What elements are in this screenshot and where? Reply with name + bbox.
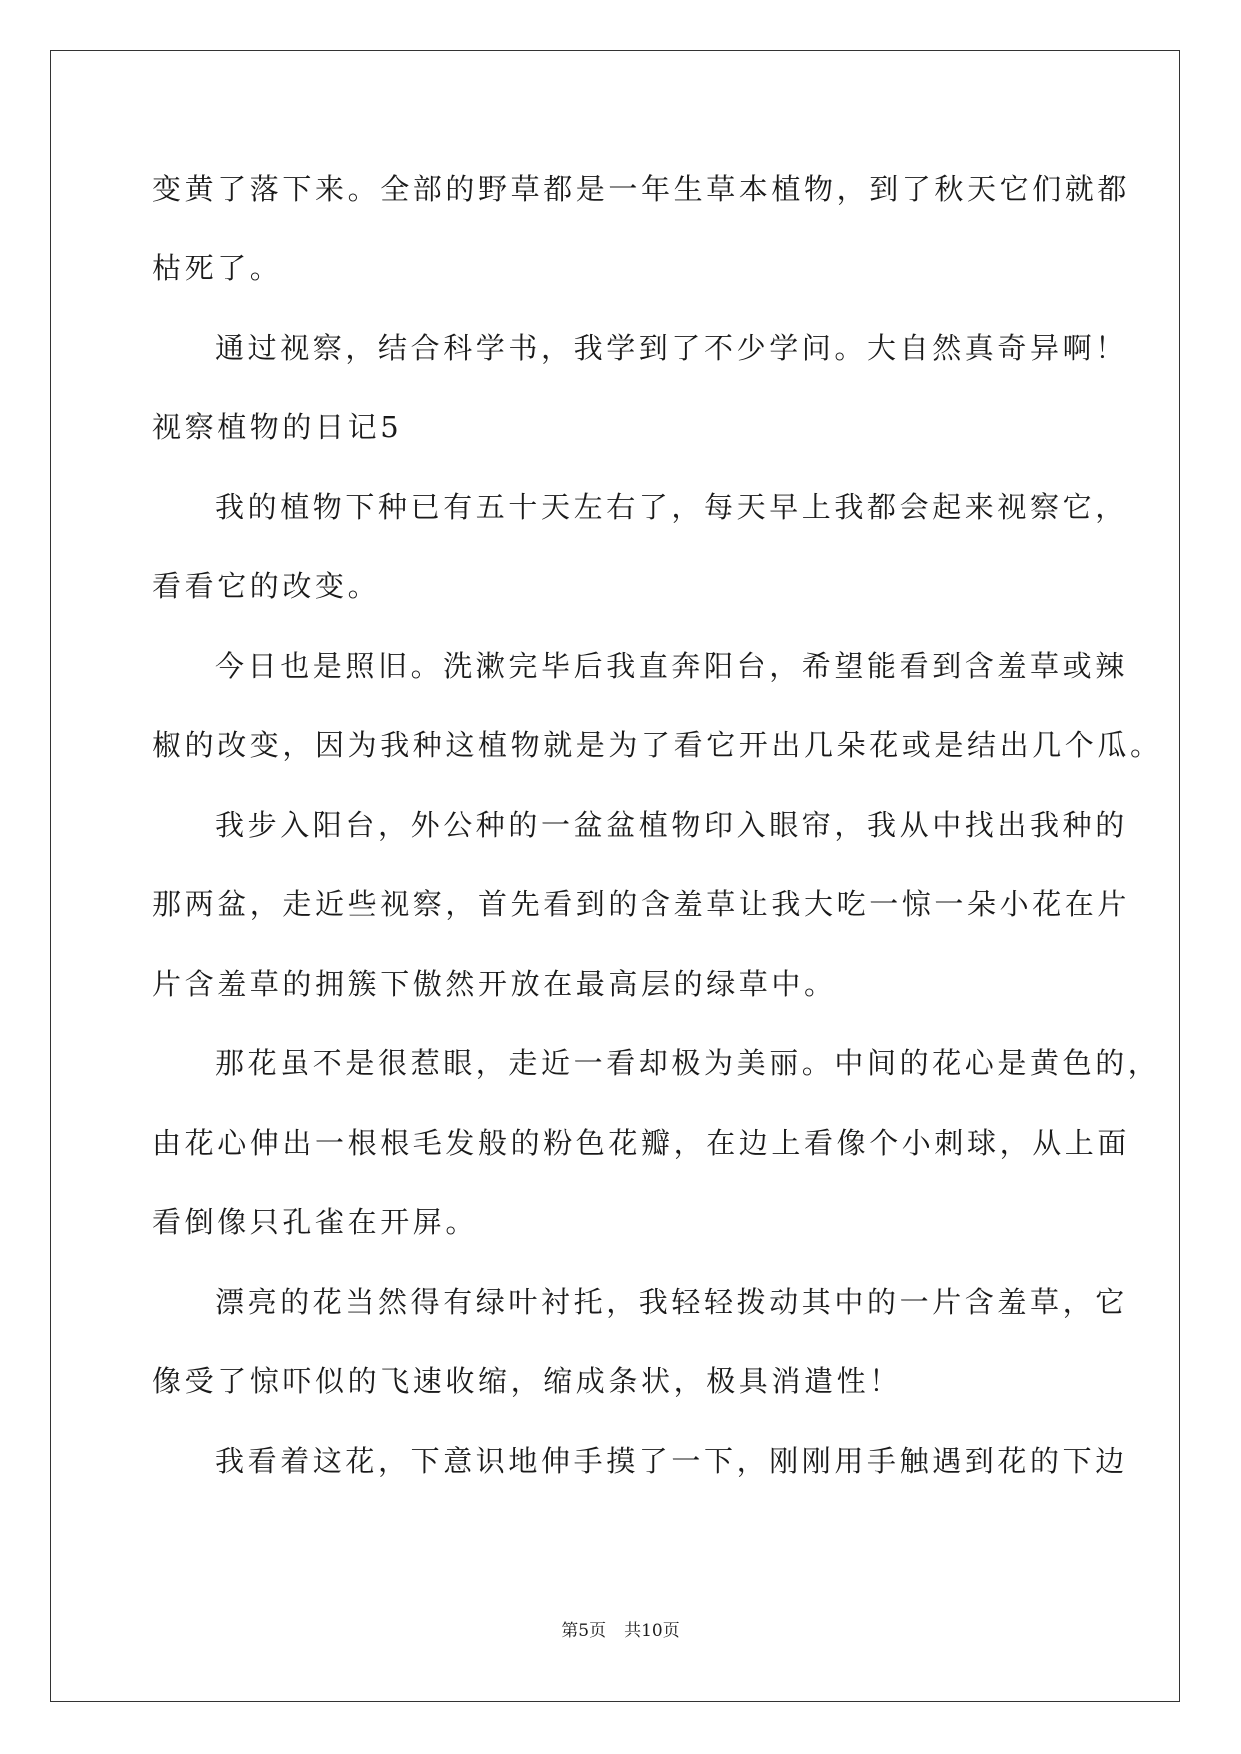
text-line: 今日也是照旧。洗漱完毕后我直奔阳台，希望能看到含羞草或辣 xyxy=(215,649,1128,683)
page-number: 第5页 xyxy=(561,1621,607,1641)
text-line: 我步入阳台，外公种的一盆盆植物印入眼帘，我从中找出我种的 xyxy=(215,808,1128,842)
text-line: 那两盆，走近些视察，首先看到的含羞草让我大吃一惊一朵小花在片 xyxy=(152,887,1131,921)
text-line: 通过视察，结合科学书，我学到了不少学问。大自然真奇异啊！ xyxy=(215,331,1128,365)
text-line: 漂亮的花当然得有绿叶衬托，我轻轻拨动其中的一片含羞草，它 xyxy=(215,1285,1128,1319)
text-line: 变黄了落下来。全部的野草都是一年生草本植物，到了秋天它们就都 xyxy=(152,172,1131,206)
page-total: 共10页 xyxy=(624,1621,680,1641)
text-line: 看倒像只孔雀在开屏。 xyxy=(152,1205,479,1239)
text-line: 椒的改变，因为我种这植物就是为了看它开出几朵花或是结出几个瓜。 xyxy=(152,728,1163,762)
text-line: 枯死了。 xyxy=(152,251,283,285)
text-line: 我看着这花，下意识地伸手摸了一下，刚刚用手触遇到花的下边 xyxy=(215,1444,1128,1478)
text-line: 看看它的改变。 xyxy=(152,569,381,603)
text-line: 片含羞草的拥簇下傲然开放在最高层的绿草中。 xyxy=(152,967,837,1001)
text-line: 我的植物下种已有五十天左右了，每天早上我都会起来视察它， xyxy=(215,490,1128,524)
text-line: 那花虽不是很惹眼，走近一看却极为美丽。中间的花心是黄色的， xyxy=(215,1046,1161,1080)
text-line: 像受了惊吓似的飞速收缩，缩成条状，极具消遣性！ xyxy=(152,1364,902,1398)
page-footer xyxy=(0,1616,1241,1641)
text-line: 由花心伸出一根根毛发般的粉色花瓣，在边上看像个小刺球，从上面 xyxy=(152,1126,1131,1160)
section-heading: 视察植物的日记5 xyxy=(152,410,403,444)
